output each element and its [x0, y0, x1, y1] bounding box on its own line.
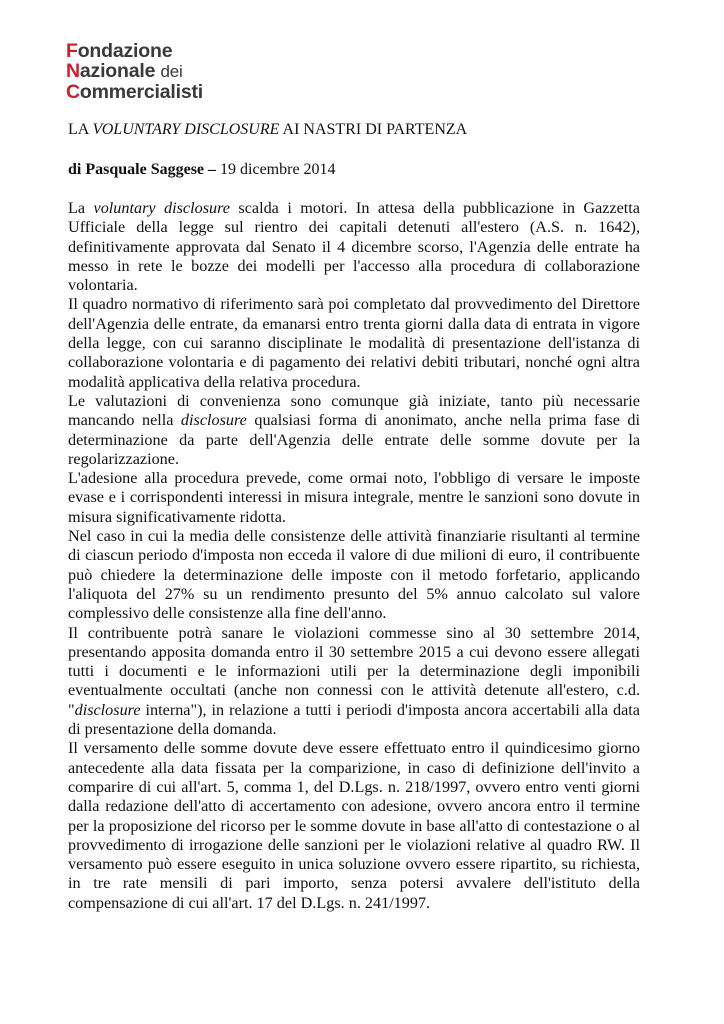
- paragraph-5: Nel caso in cui la media delle consistenze delle attività finanziarie risultanti al termine di ciascun periodo d'imposta non ecceda il valore di due milioni di euro, il contribuente può chiedere la determinazione delle imposte con il metodo forfetario, applicando l'aliquota del 27% su un rendimento presunto del 5% annuo calcolato sul valore complessivo delle consistenze alla fine dell'anno.: [68, 527, 640, 623]
- logo-line-1: Fondazione: [66, 40, 173, 62]
- logo-line-3: Commercialisti: [66, 81, 204, 103]
- article-body: [68, 199, 640, 913]
- paragraph-7: Il versamento delle somme dovute deve essere effettuato entro il quindicesimo giorno antecedente alla data fissata per la comparizione, in caso di definizione dell'invito a comparire di cui all'art. 5, comma 1, del D.Lgs. n. 218/1997, ovvero entro venti giorni dalla redazione dell'atto di accertamento con adesione, ovvero ancora entro il termine per la proposizione del ricorso per le somme dovute in base all'atto di contestazione o al provvedimento di irrogazione delle sanzioni per le violazioni relative al quadro RW. Il versamento può essere eseguito in unica soluzione ovvero essere ripartito, su richiesta, in tre rate mensili di pari importo, senza potersi avvalere dell'istituto della compensazione di cui all'art. 17 del D.Lgs. n. 241/1997.: [68, 739, 640, 912]
- paragraph-4: L'adesione alla procedura prevede, come ormai noto, l'obbligo di versare le imposte evase e i corrispondenti interessi in misura integrale, mentre le sanzioni sono dovute in misura significativamente ridotta.: [68, 469, 640, 526]
- author: di Pasquale Saggese –: [68, 161, 217, 178]
- paragraph-2: Il quadro normativo di riferimento sarà poi completato dal provvedimento del Direttore dell'Agenzia delle entrate, da emanarsi entro trenta giorni dalla data di entrata in vigore della legge, con cui saranno disciplinate le modalità di presentazione dell'istanza di collaborazione volontaria e di pagamento dei relativi debiti tributari, nonché ogni altra modalità applicativa della relativa procedura.: [68, 295, 640, 391]
- article-title: LA VOLUNTARY DISCLOSURE AI NASTRI DI PARTENZA: [68, 121, 468, 138]
- paragraph-3: Le valutazioni di convenienza sono comunque già iniziate, tanto più necessarie mancando nella disclosure qualsiasi forma di anonimato, anche nella prima fase di determinazione da parte dell'Agenzia delle entrate delle somme dovute per la regolarizzazione.: [68, 391, 640, 468]
- logo-line-2: Nazionale dei: [66, 60, 183, 82]
- date: 19 dicembre 2014: [220, 161, 336, 178]
- paragraph-1: La voluntary disclosure scalda i motori. In attesa della pubblicazione in Gazzetta Ufficiale della legge sul rientro dei capitali detenuti all'estero (A.S. n. 1642), definitivamente approvata dal Senato il 4 dicembre scorso, l'Agenzia delle entrate ha messo in rete le bozze dei modelli per l'accesso alla procedura di collaborazione volontaria.: [68, 199, 640, 295]
- paragraph-6: Il contribuente potrà sanare le violazioni commesse sino al 30 settembre 2014, presentando apposita domanda entro il 30 settembre 2015 a cui devono essere allegati tutti i documenti e le informazioni utili per la determinazione degli imponibili eventualmente occultati (anche non connessi con le attività detenute all'estero, c.d. "disclosure interna"), in relazione a tutti i periodi d'imposta ancora accertabili alla data di presentazione della domanda.: [68, 623, 640, 739]
- fondazione-logo: [66, 41, 203, 102]
- byline: [68, 161, 336, 179]
